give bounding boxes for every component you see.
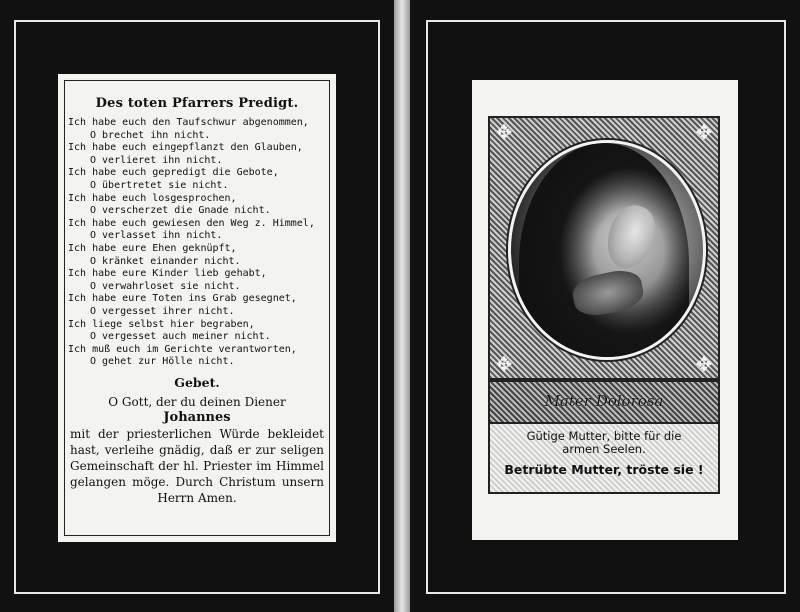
caption-band <box>488 380 720 424</box>
sermon-panel <box>58 74 336 542</box>
sermon-line: O verwahrloset sie nicht. <box>90 280 241 292</box>
prayer-name: Johannes <box>163 409 231 425</box>
sermon-text-block <box>68 96 326 506</box>
sermon-line: Ich habe euch den Taufschwur abgenommen, <box>68 117 309 128</box>
sermon-line: O verlieret ihn nicht. <box>90 154 223 166</box>
card-fold <box>394 0 410 612</box>
portrait-veil <box>519 143 689 360</box>
right-card <box>410 0 800 612</box>
sermon-line: Ich habe euch gewiesen den Weg z. Himmel, <box>68 217 315 229</box>
sermon-line: O übertretet sie nicht. <box>90 179 229 191</box>
prayer-caption-line-2: armen Seelen. <box>562 442 646 456</box>
caption-title: Mater Dolorosa <box>544 392 664 410</box>
corner-ornament-icon: ✥ <box>695 352 713 376</box>
sermon-line: Ich habe euch eingepflanzt den Glauben, <box>68 142 303 154</box>
corner-ornament-icon: ✥ <box>495 352 513 376</box>
prayer-title: Gebet. <box>174 374 220 390</box>
sermon-line: Ich habe eure Kinder lieb gehabt, <box>68 268 267 280</box>
sermon-line: O gehet zur Hölle nicht. <box>90 356 235 368</box>
sermon-lines <box>68 117 326 369</box>
mater-dolorosa-picture-frame <box>488 116 720 380</box>
prayer-caption-line-1: Gütige Mutter, bitte für die <box>526 429 682 443</box>
sermon-line: Ich habe eure Ehen geknüpft, <box>68 242 237 254</box>
sermon-line: Ich habe eure Toten ins Grab gesegnet, <box>68 293 297 305</box>
prayer-body: mit der priesterlichen Würde bekleidet hast, verleihe gnädig, daß er zur seligen Gemeinschaft der hl. Priester im Himmel gelangen möge. Durch Christum unsern Herrn Amen. <box>70 426 324 505</box>
sermon-line: Ich habe euch losgesprochen, <box>68 192 237 204</box>
corner-ornament-icon: ✥ <box>695 120 713 144</box>
sermon-line: Ich liege selbst hier begraben, <box>68 318 255 330</box>
prayer-intro: O Gott, der du deinen Diener <box>108 394 286 409</box>
prayer-caption <box>488 424 720 494</box>
image-panel <box>472 80 738 540</box>
prayer-text <box>68 394 326 506</box>
sermon-line: O kränket einander nicht. <box>90 255 241 267</box>
left-card <box>0 0 394 612</box>
sermon-line: Ich muß euch im Gerichte verantworten, <box>68 343 297 355</box>
sermon-line: O brechet ihn nicht. <box>90 129 211 141</box>
prayer-caption-line-3: Betrübte Mutter, tröste sie ! <box>504 462 704 477</box>
sermon-title: Des toten Pfarrers Predigt. <box>95 96 299 111</box>
sermon-line: O verlasset ihn nicht. <box>90 230 223 242</box>
sermon-line: O verscherzet die Gnade nicht. <box>90 205 271 217</box>
sermon-line: Ich habe euch gepredigt die Gebote, <box>68 167 279 179</box>
sermon-line: O vergesset auch meiner nicht. <box>90 331 271 343</box>
sermon-line: O vergesset ihrer nicht. <box>90 305 235 317</box>
madonna-portrait-image <box>508 140 706 360</box>
corner-ornament-icon: ✥ <box>495 120 513 144</box>
